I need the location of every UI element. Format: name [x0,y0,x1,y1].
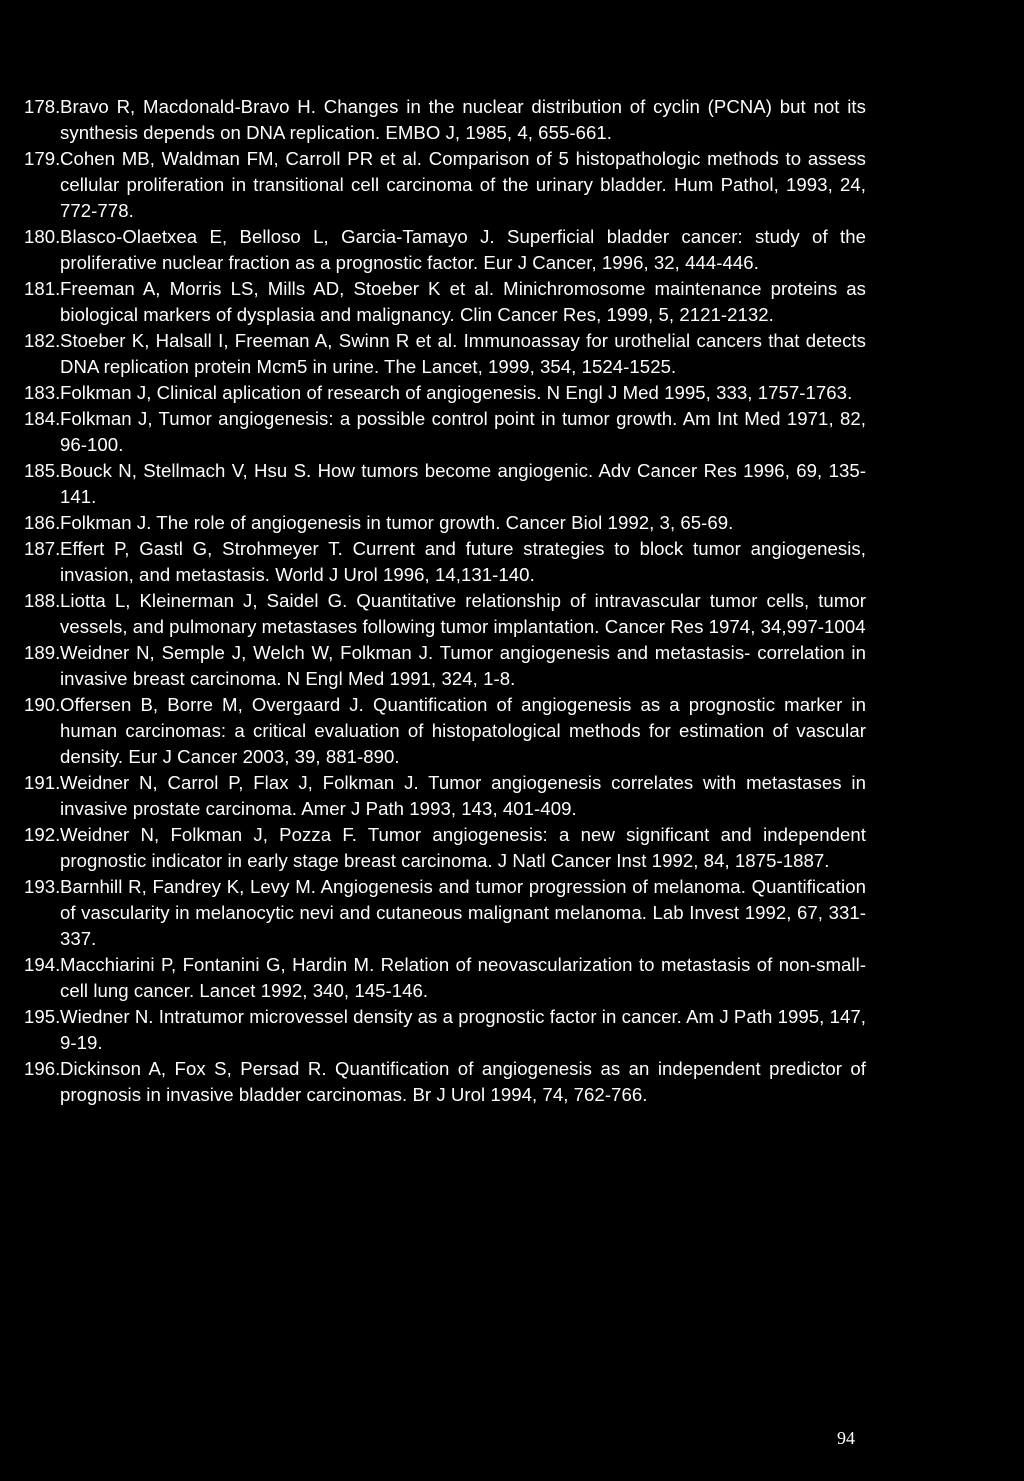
reference-item [24,952,866,1004]
reference-item [24,276,866,328]
reference-item [24,94,866,146]
reference-number: 189. [24,642,61,663]
reference-number: 181. [24,278,61,299]
reference-item [24,588,866,640]
reference-list [24,94,866,1108]
reference-number: 180. [24,226,61,247]
reference-number: 191. [24,772,61,793]
reference-item [24,822,866,874]
reference-item [24,692,866,770]
reference-text: Folkman J, Tumor angiogenesis: a possible control point in tumor growth. Am Int Med 1971, 82, 96-100. [60,408,866,455]
reference-item [24,406,866,458]
reference-text: Barnhill R, Fandrey K, Levy M. Angiogenesis and tumor progression of melanoma. Quantification of vascularity in melanocytic nevi and cutaneous malignant melanoma. Lab Invest 1992, 67, 331-337. [60,876,866,949]
reference-number: 186. [24,512,61,533]
reference-number: 179. [24,148,61,169]
reference-number: 185. [24,460,61,481]
page-number: 94 [837,1428,855,1448]
reference-text: Blasco-Olaetxea E, Belloso L, Garcia-Tamayo J. Superficial bladder cancer: study of the proliferative nuclear fraction as a prognostic factor. Eur J Cancer, 1996, 32, 444-446. [60,226,866,273]
reference-item [24,640,866,692]
reference-item [24,874,866,952]
reference-number: 193. [24,876,61,897]
reference-item [24,146,866,224]
reference-text: Wiedner N. Intratumor microvessel density as a prognostic factor in cancer. Am J Path 1995, 147, 9-19. [60,1006,866,1053]
reference-item [24,328,866,380]
reference-item [24,1004,866,1056]
reference-number: 188. [24,590,61,611]
reference-text: Macchiarini P, Fontanini G, Hardin M. Relation of neovascularization to metastasis of non-small-cell lung cancer. Lancet 1992, 340, 145-146. [60,954,866,1001]
reference-item [24,380,866,406]
reference-text: Dickinson A, Fox S, Persad R. Quantification of angiogenesis as an independent predictor of prognosis in invasive bladder carcinomas. Br J Urol 1994, 74, 762-766. [60,1058,866,1105]
reference-text: Effert P, Gastl G, Strohmeyer T. Current and future strategies to block tumor angiogenesis, invasion, and metastasis. World J Urol 1996, 14,131-140. [60,538,866,585]
reference-number: 195. [24,1006,61,1027]
reference-number: 184. [24,408,61,429]
reference-text: Cohen MB, Waldman FM, Carroll PR et al. Comparison of 5 histopathologic methods to assess cellular proliferation in transitional cell carcinoma of the urinary bladder. Hum Pathol, 1993, 24, 772-778. [60,148,866,221]
reference-text: Liotta L, Kleinerman J, Saidel G. Quantitative relationship of intravascular tumor cells, tumor vessels, and pulmonary metastases following tumor implantation. Cancer Res 1974, 34,997-1004 [60,590,866,637]
reference-text: Weidner N, Semple J, Welch W, Folkman J. Tumor angiogenesis and metastasis- correlation in invasive breast carcinoma. N Engl Med 1991, 324, 1-8. [60,642,866,689]
reference-item [24,224,866,276]
reference-number: 182. [24,330,61,351]
reference-number: 178. [24,96,61,117]
reference-number: 190. [24,694,61,715]
reference-text: Freeman A, Morris LS, Mills AD, Stoeber K et al. Minichromosome maintenance proteins as biological markers of dysplasia and malignancy. Clin Cancer Res, 1999, 5, 2121-2132. [60,278,866,325]
reference-number: 192. [24,824,61,845]
reference-text: Folkman J. The role of angiogenesis in tumor growth. Cancer Biol 1992, 3, 65-69. [60,512,734,533]
reference-item [24,1056,866,1108]
reference-text: Offersen B, Borre M, Overgaard J. Quantification of angiogenesis as a prognostic marker in human carcinomas: a critical evaluation of histopatological methods for estimation of vascular density. Eur J Cancer 2003, 39, 881-890. [60,694,866,767]
reference-text: Weidner N, Carrol P, Flax J, Folkman J. Tumor angiogenesis correlates with metastases in invasive prostate carcinoma. Amer J Path 1993, 143, 401-409. [60,772,866,819]
reference-text: Weidner N, Folkman J, Pozza F. Tumor angiogenesis: a new significant and independent prognostic indicator in early stage breast carcinoma. J Natl Cancer Inst 1992, 84, 1875-1887. [60,824,866,871]
reference-number: 187. [24,538,61,559]
reference-text: Bravo R, Macdonald-Bravo H. Changes in the nuclear distribution of cyclin (PCNA) but not its synthesis depends on DNA replication. EMBO J, 1985, 4, 655-661. [60,96,866,143]
reference-number: 196. [24,1058,61,1079]
reference-item [24,536,866,588]
reference-text: Stoeber K, Halsall I, Freeman A, Swinn R et al. Immunoassay for urothelial cancers that detects DNA replication protein Mcm5 in urine. The Lancet, 1999, 354, 1524-1525. [60,330,866,377]
reference-item [24,770,866,822]
reference-item [24,510,866,536]
reference-item [24,458,866,510]
reference-number: 183. [24,382,61,403]
reference-number: 194. [24,954,61,975]
reference-text: Folkman J, Clinical aplication of research of angiogenesis. N Engl J Med 1995, 333, 1757-1763. [60,382,853,403]
reference-text: Bouck N, Stellmach V, Hsu S. How tumors become angiogenic. Adv Cancer Res 1996, 69, 135-141. [60,460,866,507]
